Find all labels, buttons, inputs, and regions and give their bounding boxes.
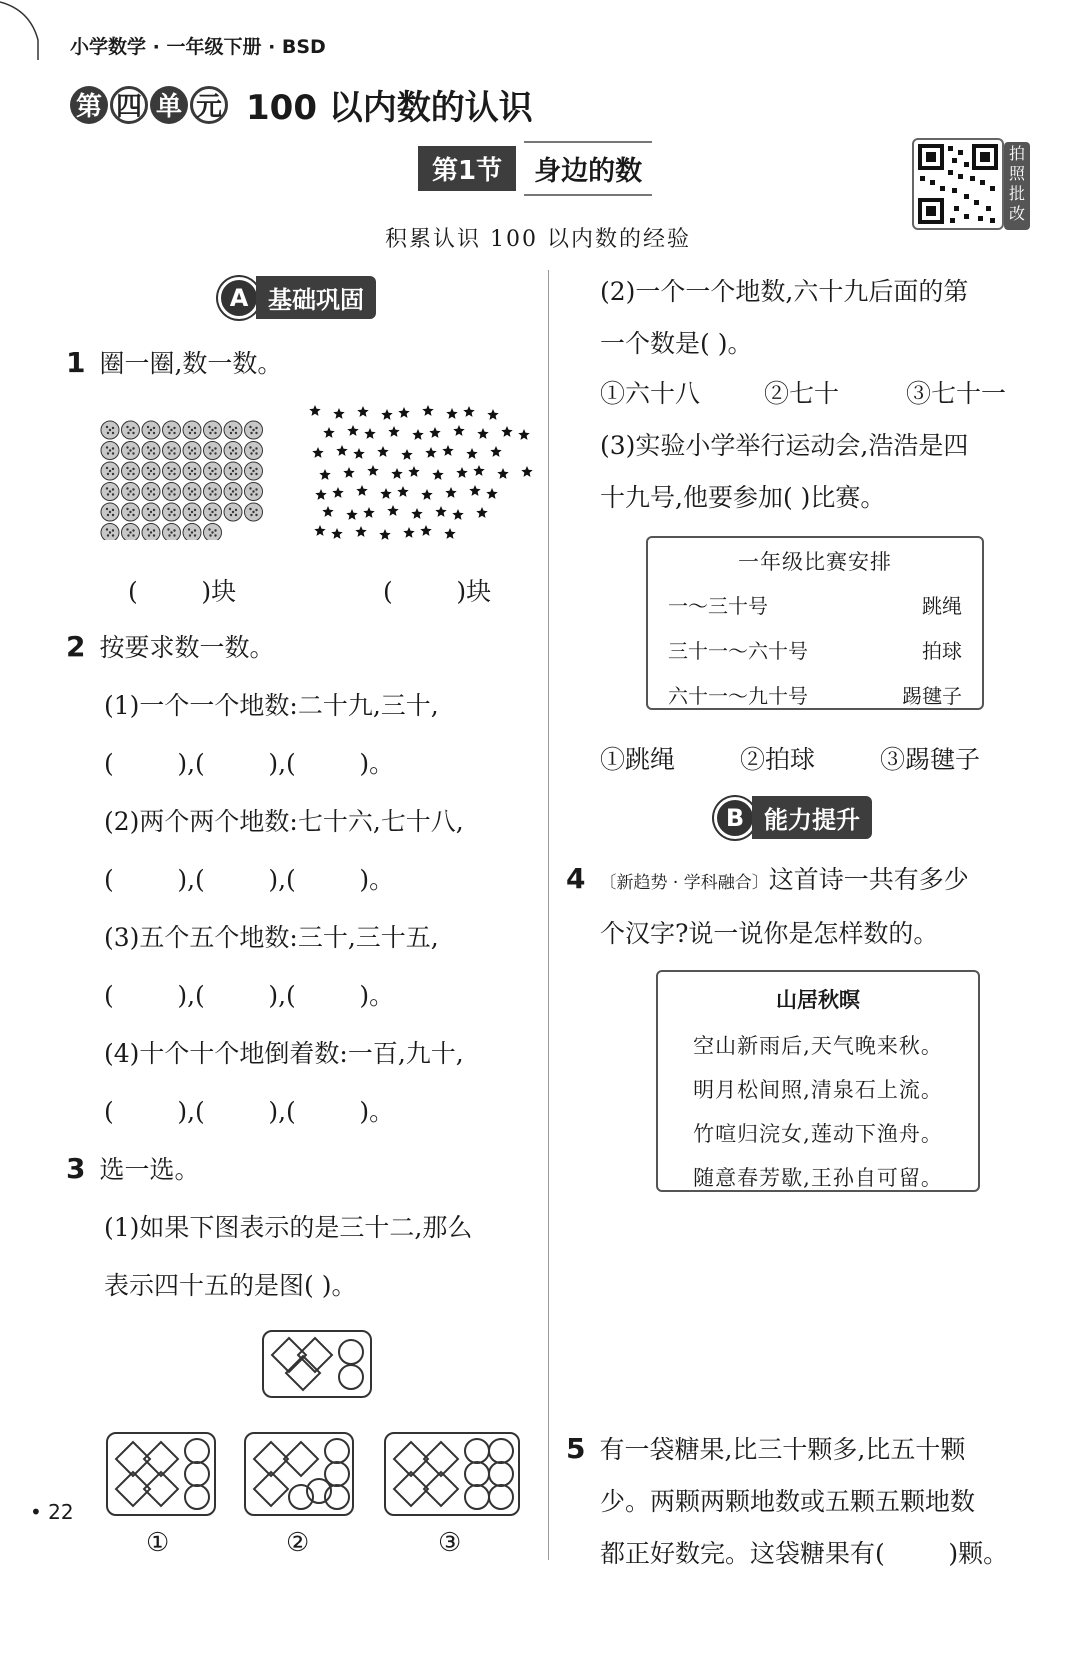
star-icon	[411, 508, 422, 519]
section-badge: 第1节	[418, 146, 516, 191]
schedule-table	[646, 536, 984, 710]
q2-text: 按要求数一数。	[99, 633, 275, 662]
star-icon	[391, 468, 402, 479]
cookie-icon	[183, 483, 201, 501]
star-icon	[346, 509, 357, 520]
star-icon	[315, 489, 326, 500]
star-icon	[309, 405, 320, 416]
cookie-icon	[245, 442, 263, 460]
unit-badge-char: 元	[190, 86, 228, 124]
qr-label-char: 拍	[1008, 144, 1025, 163]
star-icon	[355, 526, 366, 537]
cookie-icon	[101, 503, 119, 521]
unit-badge	[70, 86, 230, 124]
option-label-2[interactable]: ②	[286, 1528, 310, 1558]
unit-title	[70, 80, 533, 129]
cookie-icon	[183, 462, 201, 480]
poem-line: 随意春芳歇,王孙自可留。	[693, 1166, 943, 1190]
q3-part-2-option-3[interactable]: ③七十一	[906, 379, 1007, 408]
q2-part-2-prompt: (2)两个两个地数:七十六,七十八,	[104, 807, 464, 836]
cookie-icon	[224, 503, 242, 521]
star-icon	[486, 488, 497, 499]
q3-part-2-option-1[interactable]: ①六十八	[600, 379, 701, 408]
star-icon	[456, 467, 467, 478]
part-a-heading	[218, 276, 376, 319]
cookie-icon	[224, 442, 242, 460]
star-icon	[445, 487, 456, 498]
cookie-icon	[204, 442, 222, 460]
q3-part-1-line-2: 表示四十五的是图( )。	[104, 1271, 357, 1300]
star-icon	[403, 527, 414, 538]
q3-part-3-line-1: (3)实验小学举行运动会,浩浩是四	[600, 431, 969, 460]
cookie-icon	[142, 503, 160, 521]
diamond-ten	[253, 1471, 290, 1508]
option-figure-3[interactable]	[384, 1432, 520, 1516]
schedule-event: 跳绳	[922, 594, 962, 618]
cookie-icon	[122, 442, 140, 460]
cookie-icon	[204, 524, 222, 541]
circle-one	[464, 1484, 490, 1510]
cookie-icon	[204, 483, 222, 501]
part-a-letter: A	[218, 277, 260, 319]
star-icon	[463, 406, 474, 417]
poem-box	[656, 970, 980, 1192]
q4-line-2: 个汉字?说一说你是怎样数的。	[600, 919, 939, 948]
reference-figure	[262, 1330, 372, 1398]
schedule-event: 拍球	[922, 639, 962, 663]
poem-line: 竹喧归浣女,莲动下渔舟。	[693, 1122, 943, 1146]
star-icon	[452, 509, 463, 520]
option-label-3[interactable]: ③	[438, 1528, 462, 1558]
star-icon	[379, 529, 390, 540]
cookie-icon	[101, 483, 119, 501]
q1-blank-right[interactable]: ( )块	[383, 577, 492, 606]
qr-label	[1004, 142, 1030, 230]
star-icon	[380, 488, 391, 499]
q3-number: 3	[66, 1152, 86, 1185]
q4-number: 4	[566, 862, 586, 895]
cookie-icon	[245, 462, 263, 480]
q4-tag: 〔新趋势 · 学科融合〕	[599, 873, 769, 893]
cookie-grid	[100, 420, 280, 540]
star-icon	[357, 406, 368, 417]
star-icon	[420, 525, 431, 536]
corner-mark	[0, 0, 42, 60]
q3-part-3-option-3[interactable]: ③踢毽子	[880, 745, 981, 774]
part-b-name: 能力提升	[752, 796, 872, 839]
poem-line: 空山新雨后,天气晚来秋。	[693, 1034, 943, 1058]
section-subtitle: 积累认识 100 以内数的经验	[385, 227, 691, 252]
star-icon	[353, 448, 364, 459]
unit-badge-char: 第	[70, 86, 108, 124]
diamond-ten	[283, 1441, 320, 1478]
cookie-icon	[163, 421, 181, 439]
cookie-icon	[224, 462, 242, 480]
cookie-icon	[122, 421, 140, 439]
q1-blank-left[interactable]: ( )块	[128, 577, 237, 606]
circle-one	[338, 1339, 364, 1365]
star-icon	[446, 408, 457, 419]
cookie-icon	[183, 442, 201, 460]
unit-badge-char: 四	[110, 86, 148, 124]
option-label-1[interactable]: ①	[146, 1528, 170, 1558]
qr-label-char: 照	[1008, 164, 1025, 183]
star-icon	[442, 445, 453, 456]
star-icon	[333, 408, 344, 419]
star-icon	[421, 489, 432, 500]
q2-stem	[66, 628, 275, 664]
cookie-icon	[122, 462, 140, 480]
q3-part-1-line-1: (1)如果下图表示的是三十二,那么	[104, 1213, 473, 1242]
star-icon	[336, 445, 347, 456]
qr-label-char: 批	[1008, 184, 1025, 203]
circle-one	[184, 1484, 210, 1510]
cookie-icon	[163, 483, 181, 501]
cookie-icon	[245, 503, 263, 521]
part-b-heading	[714, 796, 872, 839]
star-icon	[422, 405, 433, 416]
running-title: 小学数学 · 一年级下册 · BSD	[70, 36, 326, 58]
cookie-icon	[245, 421, 263, 439]
q2-part-2-blanks[interactable]: ( ),( ),( )。	[104, 865, 395, 894]
q5-line-3[interactable]: 都正好数完。这袋糖果有( )颗。	[600, 1539, 1009, 1568]
star-icon	[453, 425, 464, 436]
star-icon	[312, 447, 323, 458]
cookie-icon	[101, 421, 119, 439]
q2-part-1-blanks[interactable]: ( ),( ),( )。	[104, 749, 395, 778]
q5-stem	[566, 1430, 965, 1466]
star-icon	[518, 429, 529, 440]
schedule-range: 一～三十号	[668, 594, 768, 618]
unit-badge-char: 单	[150, 86, 188, 124]
circle-one	[488, 1484, 514, 1510]
star-icon	[487, 409, 498, 420]
cookie-icon	[122, 503, 140, 521]
q1-text: 圈一圈,数一数。	[99, 349, 283, 378]
page-number: • 22	[30, 1500, 74, 1524]
q2-part-3-prompt: (3)五个五个地数:三十,三十五,	[104, 923, 439, 952]
schedule-row	[648, 590, 982, 619]
section-name: 身边的数	[524, 141, 652, 196]
cookie-icon	[224, 421, 242, 439]
cookie-icon	[122, 524, 140, 541]
q5-line-1: 有一袋糖果,比三十颗多,比五十颗	[599, 1435, 966, 1464]
cookie-icon	[183, 503, 201, 521]
q5-line-2: 少。两颗两颗地数或五颗五颗地数	[600, 1487, 976, 1516]
star-icon	[381, 409, 392, 420]
cookie-icon	[183, 524, 201, 541]
schedule-event: 踢毽子	[902, 684, 962, 708]
q3-part-2-line-2: 一个数是( )。	[600, 329, 753, 358]
poem-line: 明月松间照,清泉石上流。	[693, 1078, 943, 1102]
star-icon	[347, 425, 358, 436]
star-icon	[429, 427, 440, 438]
star-icon	[388, 426, 399, 437]
cookie-icon	[245, 483, 263, 501]
star-icon	[444, 528, 455, 539]
star-icon	[331, 528, 342, 539]
poem-title: 山居秋暝	[776, 988, 860, 1012]
schedule-row	[648, 680, 982, 709]
star-icon	[501, 426, 512, 437]
cookie-icon	[122, 483, 140, 501]
star-icon	[363, 507, 374, 518]
star-icon	[435, 506, 446, 517]
cookie-icon	[183, 421, 201, 439]
star-icon	[397, 486, 408, 497]
star-icon	[408, 466, 419, 477]
schedule-range: 三十一～六十号	[668, 639, 808, 663]
cookie-icon	[224, 483, 242, 501]
star-icon	[314, 525, 325, 536]
star-icon	[343, 467, 354, 478]
q5-number: 5	[566, 1432, 586, 1465]
star-icon	[490, 446, 501, 457]
q3-part-2-option-2[interactable]: ②七十	[764, 379, 840, 408]
part-b-letter: B	[714, 797, 756, 839]
cookie-icon	[163, 524, 181, 541]
cookie-icon	[101, 524, 119, 541]
star-icon	[364, 428, 375, 439]
q3-part-3-option-1[interactable]: ①跳绳	[600, 745, 676, 774]
star-icon	[367, 465, 378, 476]
cookie-icon	[142, 483, 160, 501]
star-icon	[322, 506, 333, 517]
q2-part-3-blanks[interactable]: ( ),( ),( )。	[104, 981, 395, 1010]
star-icon	[432, 469, 443, 480]
cookie-icon	[142, 442, 160, 460]
cookie-icon	[101, 462, 119, 480]
cookie-icon	[101, 442, 119, 460]
star-icon	[398, 407, 409, 418]
section-title	[418, 144, 652, 192]
star-icon	[323, 427, 334, 438]
cookie-icon	[163, 442, 181, 460]
diamond-ten	[143, 1471, 180, 1508]
star-cluster	[308, 405, 533, 550]
star-icon	[476, 507, 487, 518]
q1-stem	[66, 344, 282, 380]
cookie-icon	[142, 462, 160, 480]
qr-label-char: 改	[1008, 204, 1025, 223]
cookie-icon	[163, 503, 181, 521]
q3-part-2-line-1: (2)一个一个地数,六十九后面的第	[600, 277, 969, 306]
circle-one	[324, 1484, 350, 1510]
q2-part-4-blanks[interactable]: ( ),( ),( )。	[104, 1097, 395, 1126]
q3-text: 选一选。	[99, 1155, 200, 1184]
column-divider	[548, 270, 549, 1560]
star-icon	[473, 465, 484, 476]
circle-one	[338, 1364, 364, 1390]
unit-heading: 100 以内数的认识	[246, 88, 533, 128]
schedule-range: 六十一～九十号	[668, 684, 808, 708]
option-figure-2[interactable]	[244, 1432, 354, 1516]
cookie-icon	[142, 421, 160, 439]
cookie-icon	[163, 462, 181, 480]
star-icon	[332, 487, 343, 498]
star-icon	[469, 485, 480, 496]
diamond-ten	[423, 1471, 460, 1508]
schedule-title: 一年级比赛安排	[738, 550, 892, 574]
star-icon	[477, 428, 488, 439]
cookie-icon	[142, 524, 160, 541]
star-icon	[319, 469, 330, 480]
q2-number: 2	[66, 630, 86, 663]
star-icon	[356, 485, 367, 496]
star-icon	[466, 448, 477, 459]
star-icon	[377, 446, 388, 457]
q4-stem	[566, 860, 969, 896]
star-icon	[401, 449, 412, 460]
star-icon	[412, 429, 423, 440]
q3-stem	[66, 1150, 200, 1186]
star-icon	[425, 447, 436, 458]
q2-part-4-prompt: (4)十个十个地倒着数:一百,九十,	[104, 1039, 464, 1068]
option-figure-1[interactable]	[106, 1432, 216, 1516]
q2-part-1-prompt: (1)一个一个地数:二十九,三十,	[104, 691, 439, 720]
star-icon	[521, 466, 532, 477]
cookie-icon	[204, 462, 222, 480]
q3-part-3-option-2[interactable]: ②拍球	[740, 745, 816, 774]
qr-code-icon[interactable]	[912, 138, 1004, 230]
cookie-icon	[204, 503, 222, 521]
part-a-name: 基础巩固	[256, 276, 376, 319]
star-icon	[497, 468, 508, 479]
cookie-icon	[204, 421, 222, 439]
q4-line-1: 这首诗一共有多少	[768, 865, 969, 894]
q1-number: 1	[66, 346, 86, 379]
q3-part-3-line-2: 十九号,他要参加( )比赛。	[600, 483, 886, 512]
star-icon	[387, 505, 398, 516]
schedule-row	[648, 635, 982, 664]
